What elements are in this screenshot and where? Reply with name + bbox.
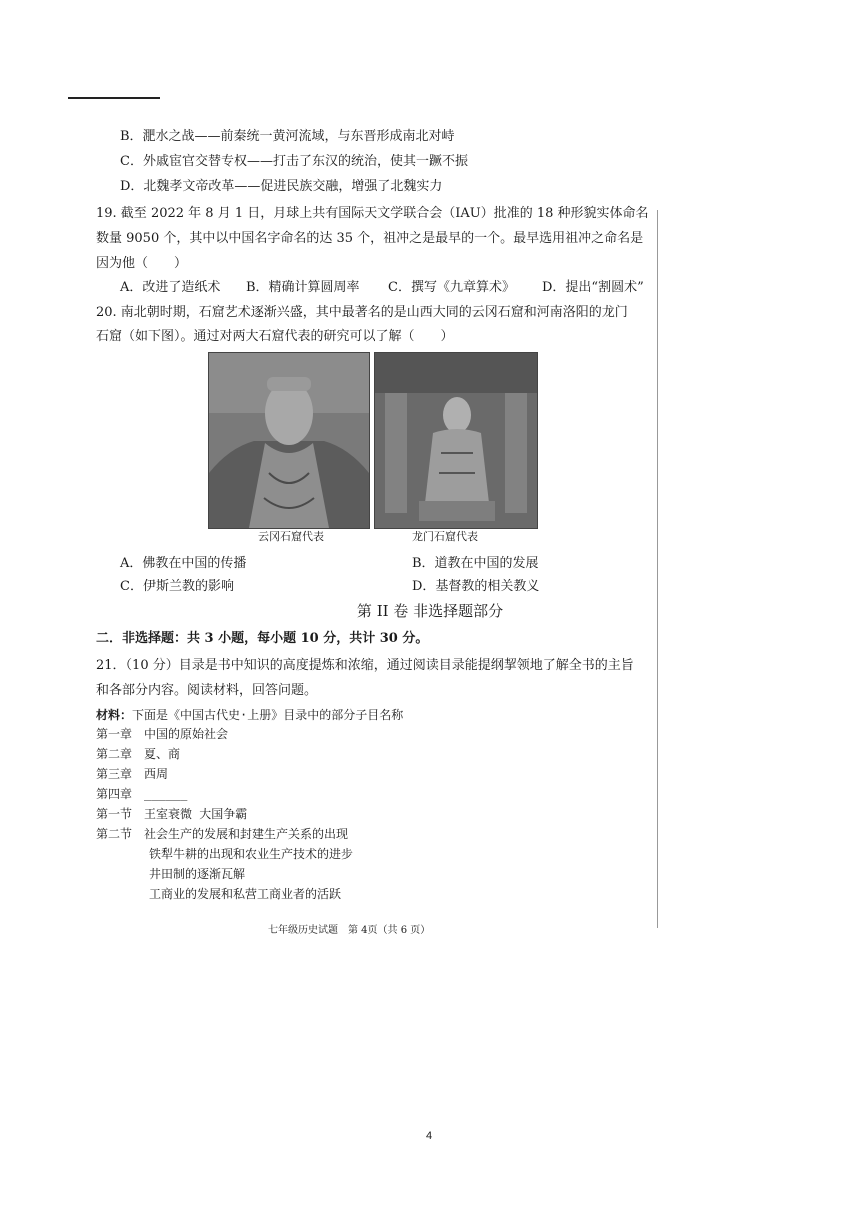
yungang-grottoes-photo (208, 352, 370, 529)
q21-stem-line-1: 21．（10 分）目录是书中知识的高度提炼和浓缩，通过阅读目录能提纲挈领地了解全书的主旨 (96, 658, 634, 673)
longmen-grottoes-photo (374, 352, 538, 529)
material-label: 材料： (96, 708, 133, 722)
page-footer: 七年级历史试题 第 4页（共 6 页） (268, 925, 431, 936)
q19-option-d: D．提出“割圆术” (542, 280, 644, 295)
toc-text: 夏、商 (144, 747, 181, 761)
toc-text: 王室衰微 大国争霸 (144, 807, 248, 821)
toc-label: 第一节 (96, 807, 133, 821)
yungang-caption: 云冈石窟代表 (258, 530, 324, 543)
q19-option-c: C．撰写《九章算术》 (388, 280, 515, 295)
toc-label: 第三章 (96, 767, 133, 781)
toc-sub-item: 工商业的发展和私营工商业者的活跃 (149, 887, 342, 901)
toc-text: 中国的原始社会 (144, 727, 229, 741)
section-title: 第 II 卷 非选择题部分 (356, 602, 504, 620)
top-rule (68, 97, 160, 99)
scan-margin-line (657, 210, 658, 928)
part2-heading: 二．非选择题：共 3 小题，每小题 10 分，共计 30 分。 (96, 631, 429, 646)
q20-option-c: C．伊斯兰教的影响 (120, 579, 234, 594)
toc-label: 第二节 (96, 827, 133, 841)
q19-stem-line-2: 数量 9050 个，其中以中国名字命名的达 35 个，祖冲之是最早的一个。最早选用祖冲之命名是 (96, 231, 644, 246)
longmen-caption: 龙门石窟代表 (412, 530, 478, 543)
material-line (96, 706, 403, 724)
toc-sub-item: 井田制的逐渐瓦解 (149, 867, 246, 881)
q20-option-a: A．佛教在中国的传播 (120, 556, 247, 571)
material-text: 下面是《中国古代史·上册》目录中的部分子目名称 (132, 708, 404, 722)
toc-text: 西周 (144, 767, 169, 781)
q20-stem-line-2: 石窟（如下图）。通过对两大石窟代表的研究可以了解（ ） (96, 329, 454, 344)
q20-stem-line-1: 20. 南北朝时期，石窟艺术逐渐兴盛，其中最著名的是山西大同的云冈石窟和河南洛阳的龙门 (96, 305, 628, 320)
toc-label: 第二章 (96, 747, 133, 761)
q21-stem-line-2: 和各部分内容。阅读材料，回答问题。 (96, 683, 318, 698)
toc-row (96, 785, 187, 803)
toc-row (96, 765, 168, 783)
q19-option-b: B．精确计算圆周率 (246, 280, 360, 295)
q20-option-b: B．道教在中国的发展 (412, 556, 539, 571)
q18-option-c: C．外戚宦官交替专权——打击了东汉的统治，使其一蹶不振 (120, 154, 468, 169)
toc-label: 第一章 (96, 727, 133, 741)
toc-text: 社会生产的发展和封建生产关系的出现 (144, 827, 349, 841)
toc-label: 第四章 (96, 787, 133, 801)
q18-option-d: D．北魏孝文帝改革——促进民族交融，增强了北魏实力 (120, 179, 443, 194)
toc-row (96, 825, 348, 843)
q19-stem-line-3: 因为他（ ） (96, 256, 188, 271)
toc-sub-item: 铁犁牛耕的出现和农业生产技术的进步 (149, 847, 354, 861)
q19-stem-line-1: 19. 截至 2022 年 8 月 1 日，月球上共有国际天文学联合会（IAU）批准的 18 种形貌实体命名 (96, 206, 649, 221)
toc-blank: ______ (144, 787, 188, 801)
toc-row (96, 725, 228, 743)
toc-row (96, 805, 247, 823)
q20-option-d: D．基督教的相关教义 (412, 579, 540, 594)
page-number: 4 (426, 1130, 433, 1142)
toc-row (96, 745, 180, 763)
q18-option-b: B．淝水之战——前秦统一黄河流域，与东晋形成南北对峙 (120, 129, 455, 144)
q19-option-a: A．改进了造纸术 (120, 280, 221, 295)
